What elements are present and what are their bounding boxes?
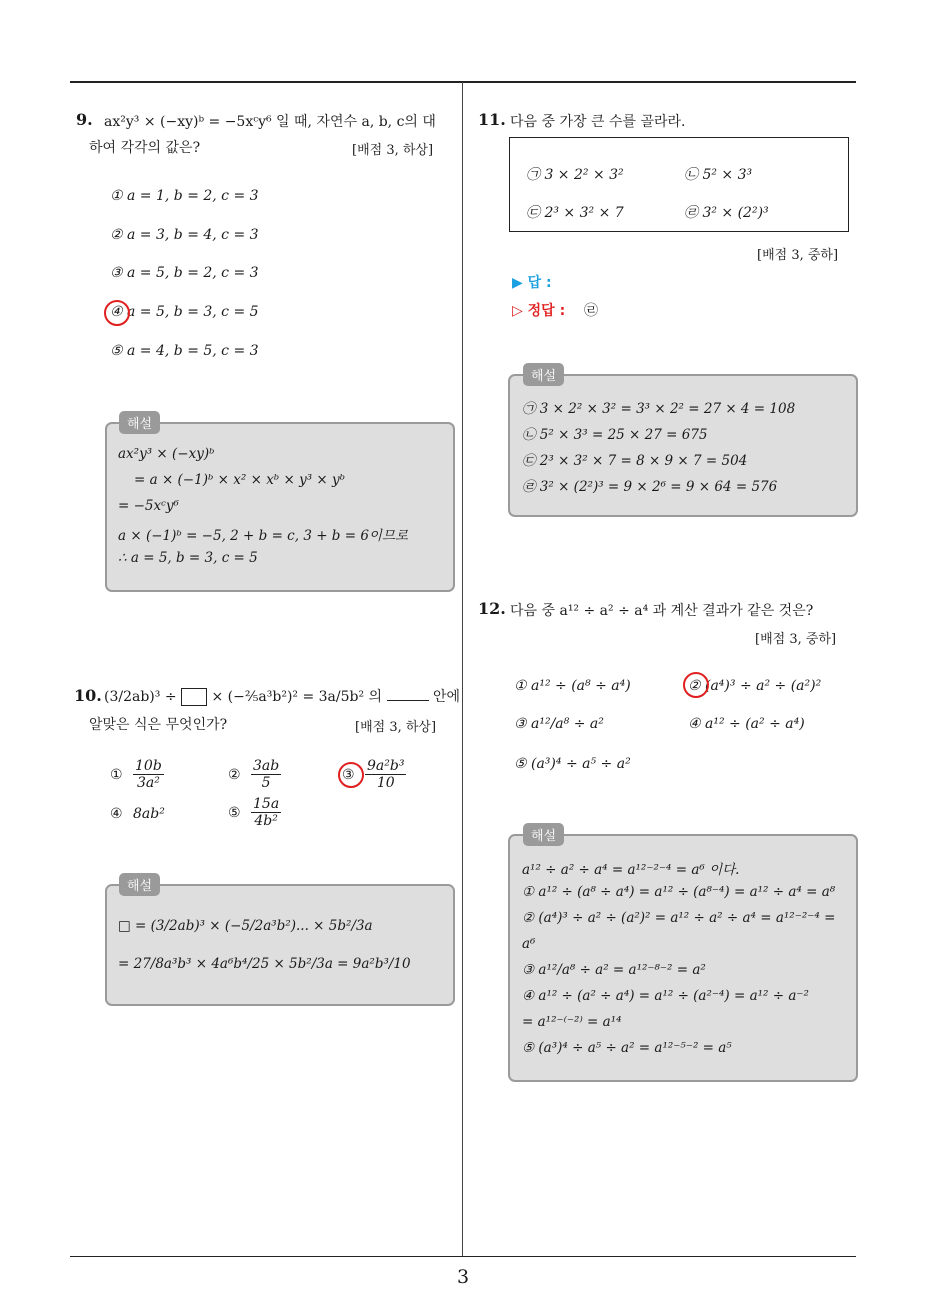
q9-sol-line: ∴ a = 5, b = 3, c = 5 bbox=[118, 550, 258, 566]
q12-text-line1: 다음 중 a¹² ÷ a² ÷ a⁴ 과 계산 결과가 같은 것은? bbox=[510, 603, 814, 619]
q12-sol-line: ④ a¹² ÷ (a² ÷ a⁴) = a¹² ÷ (a²⁻⁴) = a¹² ÷ a⁻² bbox=[522, 988, 809, 1004]
q10-option-2[interactable] bbox=[228, 758, 281, 791]
q12-sol-line: a⁶ bbox=[522, 936, 536, 952]
q10-text-line1 bbox=[104, 686, 460, 706]
q9-option-3[interactable]: ③ a = 5, b = 2, c = 3 bbox=[110, 265, 259, 281]
q10-option-3-den: 10 bbox=[376, 775, 395, 791]
q9-option-5[interactable]: ⑤ a = 4, b = 5, c = 3 bbox=[110, 343, 259, 359]
q10-option-5[interactable] bbox=[228, 796, 281, 829]
q12-sol-line: = a¹²⁻⁽⁻²⁾ = a¹⁴ bbox=[522, 1014, 622, 1030]
bottom-rule bbox=[70, 1256, 856, 1257]
q10-option-3-marker: ③ bbox=[342, 766, 355, 783]
q9-text-line1: ax²y³ × (−xy)ᵇ = −5xᶜy⁶ 일 때, 자연수 a, b, c의 대 bbox=[104, 114, 436, 130]
q10-number: 10. bbox=[74, 686, 102, 705]
column-divider bbox=[462, 82, 463, 1257]
q10-option-1-den: 3a² bbox=[136, 775, 160, 791]
q10-blank-line bbox=[387, 686, 429, 701]
q9-option-4[interactable]: ④ a = 5, b = 3, c = 5 bbox=[110, 304, 259, 320]
q10-solution-tag: 해설 bbox=[119, 873, 160, 896]
q11-answer-field[interactable]: ▶ 답 : bbox=[512, 275, 552, 291]
q11-correct-value: ㉣ bbox=[584, 303, 598, 319]
q12-sol-line: ② (a⁴)³ ÷ a² ÷ (a²)² = a¹² ÷ a² ÷ a⁴ = a¹²⁻²⁻⁴ = bbox=[522, 910, 836, 926]
q10-option-3-num: 9a²b³ bbox=[367, 758, 405, 774]
q10-option-1-num: 10b bbox=[135, 758, 162, 774]
q10-option-5-marker: ⑤ bbox=[228, 804, 241, 821]
q11-solution-box bbox=[508, 374, 858, 517]
q12-meta: [배점 3, 중하] bbox=[755, 632, 837, 647]
q9-sol-line: = −5xᶜy⁶ bbox=[118, 498, 179, 514]
q11-correct-label: ▷ 정답 : bbox=[512, 303, 566, 319]
q11-choice-2: ㉡ 5² × 3³ bbox=[684, 167, 753, 183]
q10-text-line2: 알맞은 식은 무엇인가? bbox=[89, 717, 228, 733]
q10-expr-c: 안에 bbox=[432, 689, 461, 705]
q9-answer-circle bbox=[104, 300, 130, 326]
q11-meta: [배점 3, 중하] bbox=[757, 248, 839, 263]
q12-sol-line: a¹² ÷ a² ÷ a⁴ = a¹²⁻²⁻⁴ = a⁶ 이다. bbox=[522, 862, 740, 878]
q12-sol-line: ③ a¹²/a⁸ ÷ a² = a¹²⁻⁸⁻² = a² bbox=[522, 962, 706, 978]
q9-sol-line: a × (−1)ᵇ = −5, 2 + b = c, 3 + b = 6이므로 bbox=[118, 528, 409, 544]
q11-solution-tag: 해설 bbox=[523, 363, 564, 386]
q11-choice-3: ㉢ 2³ × 3² × 7 bbox=[526, 205, 624, 221]
q11-number: 11. bbox=[478, 110, 506, 129]
q10-option-4[interactable] bbox=[110, 806, 165, 822]
q10-option-5-den: 4b² bbox=[254, 813, 278, 829]
q10-answer-circle bbox=[338, 762, 364, 788]
q11-choice-4: ㉣ 3² × (2²)³ bbox=[684, 205, 769, 221]
q10-solution-box bbox=[105, 884, 455, 1006]
q10-option-5-num: 15a bbox=[253, 796, 280, 812]
q10-option-2-num: 3ab bbox=[253, 758, 280, 774]
q9-solution-tag: 해설 bbox=[119, 411, 160, 434]
q12-option-4[interactable]: ④ a¹² ÷ (a² ÷ a⁴) bbox=[688, 716, 805, 732]
q12-solution-tag: 해설 bbox=[523, 823, 564, 846]
q11-text-line1: 다음 중 가장 큰 수를 골라라. bbox=[510, 114, 686, 130]
q10-option-2-marker: ② bbox=[228, 766, 241, 783]
q9-option-2[interactable]: ② a = 3, b = 4, c = 3 bbox=[110, 227, 259, 243]
q10-meta: [배점 3, 하상] bbox=[355, 720, 437, 735]
q12-option-5[interactable]: ⑤ (a³)⁴ ÷ a⁵ ÷ a² bbox=[514, 756, 631, 772]
q12-answer-circle bbox=[683, 672, 709, 698]
q10-expr-a: (3/2ab)³ ÷ bbox=[104, 689, 177, 705]
q12-option-1[interactable]: ① a¹² ÷ (a⁸ ÷ a⁴) bbox=[514, 678, 631, 694]
q12-number: 12. bbox=[478, 599, 506, 618]
top-rule bbox=[70, 81, 856, 83]
q9-sol-line: ax²y³ × (−xy)ᵇ bbox=[118, 446, 215, 462]
q11-sol-line: ㉣ 3² × (2²)³ = 9 × 2⁶ = 9 × 64 = 576 bbox=[522, 479, 778, 495]
q10-option-1[interactable] bbox=[110, 758, 164, 791]
q10-option-4-marker: ④ bbox=[110, 806, 123, 822]
q9-sol-line: = a × (−1)ᵇ × x² × xᵇ × y³ × yᵇ bbox=[134, 472, 346, 488]
q12-sol-line: ⑤ (a³)⁴ ÷ a⁵ ÷ a² = a¹²⁻⁵⁻² = a⁵ bbox=[522, 1040, 732, 1056]
q9-number: 9. bbox=[76, 110, 93, 129]
q11-sol-line: ㉡ 5² × 3³ = 25 × 27 = 675 bbox=[522, 427, 708, 443]
q10-blank-box bbox=[181, 688, 207, 706]
q12-sol-line: ① a¹² ÷ (a⁸ ÷ a⁴) = a¹² ÷ (a⁸⁻⁴) = a¹² ÷ a⁴ = a⁸ bbox=[522, 884, 836, 900]
q10-option-4-text: 8ab² bbox=[133, 806, 165, 822]
q10-expr-b: × (−⅖a³b²)² = 3a/5b² 의 bbox=[211, 689, 383, 705]
q11-choice-1: ㉠ 3 × 2² × 3² bbox=[526, 167, 624, 183]
q11-sol-line: ㉠ 3 × 2² × 3² = 3³ × 2² = 27 × 4 = 108 bbox=[522, 401, 796, 417]
q10-option-2-den: 5 bbox=[261, 775, 271, 791]
page-number: 3 bbox=[456, 1266, 470, 1288]
q9-option-1[interactable]: ① a = 1, b = 2, c = 3 bbox=[110, 188, 259, 204]
q12-option-2[interactable]: ② (a⁴)³ ÷ a² ÷ (a²)² bbox=[688, 678, 822, 694]
q10-sol-line: = 27/8a³b³ × 4a⁶b⁴/25 × 5b²/3a = 9a²b³/10 bbox=[118, 956, 411, 972]
q10-option-1-marker: ① bbox=[110, 766, 123, 783]
q12-option-3[interactable]: ③ a¹²/a⁸ ÷ a² bbox=[514, 716, 604, 732]
q9-meta: [배점 3, 하상] bbox=[352, 143, 434, 158]
q9-text-line2: 하여 각각의 값은? bbox=[89, 140, 201, 156]
q11-sol-line: ㉢ 2³ × 3² × 7 = 8 × 9 × 7 = 504 bbox=[522, 453, 748, 469]
q10-sol-line: □ = (3/2ab)³ × (−5/2a³b²)... × 5b²/3a bbox=[118, 918, 373, 934]
